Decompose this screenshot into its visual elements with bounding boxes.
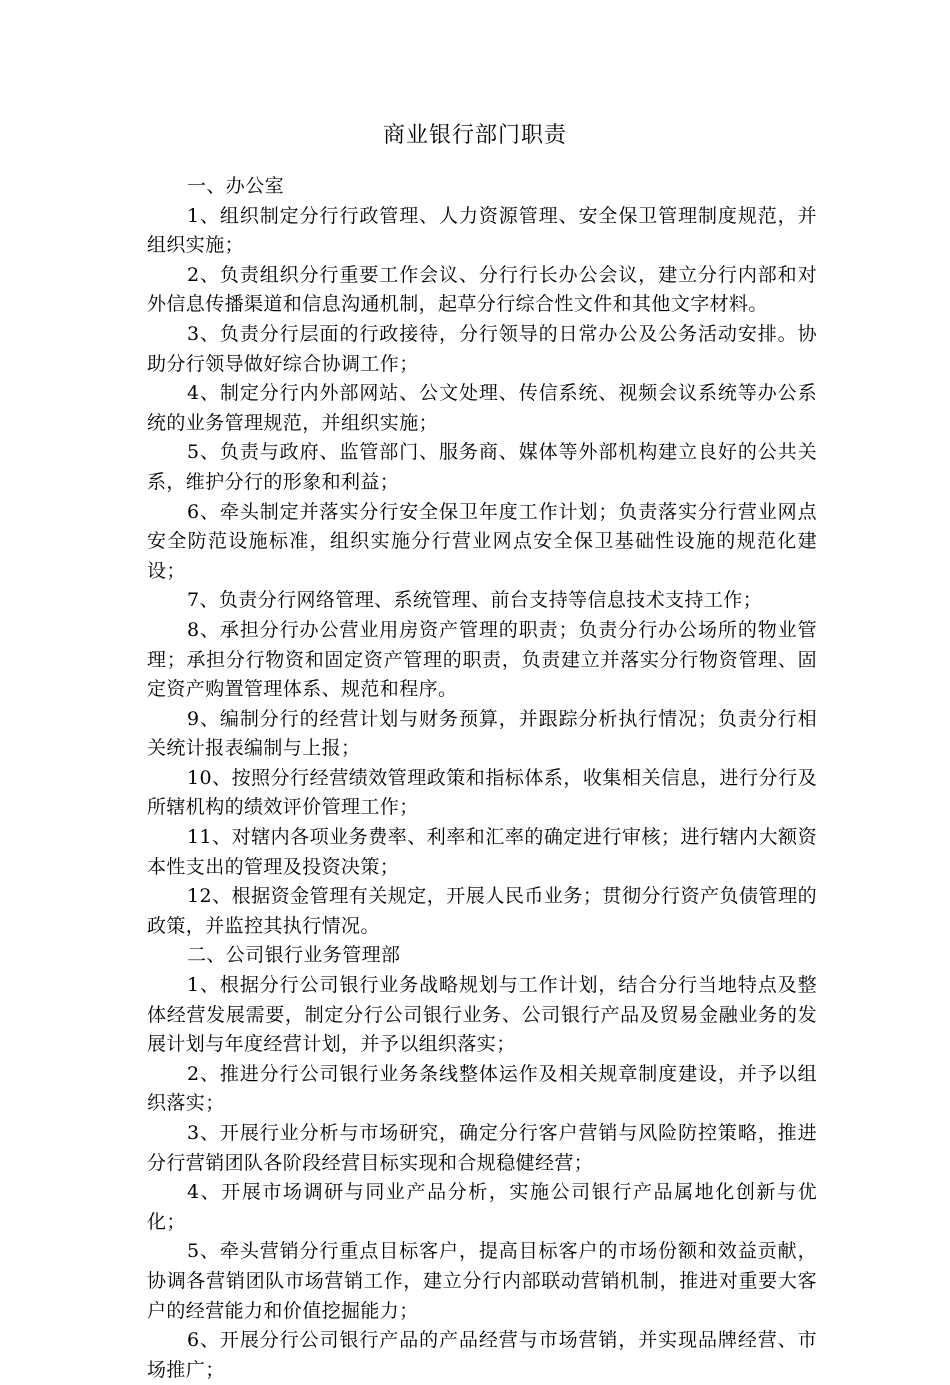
corporate-duty-1: 1、根据分行公司银行业务战略规划与工作计划，结合分行当地特点及整体经营发展需要，制定分行公司银行业务、公司银行产品及贸易金融业务的发展计划与年度经营计划，并予以组织落实； [147,974,817,1056]
section-heading-corporate-banking: 二、公司银行业务管理部 [187,944,401,967]
corporate-duty-5: 5、牵头营销分行重点目标客户，提高目标客户的市场份额和效益贡献，协调各营销团队市场营销工作，建立分行内部联动营销机制，推进对重要大客户的经营能力和价值挖掘能力； [147,1240,817,1322]
corporate-duty-6: 6、开展分行公司银行产品的产品经营与市场营销，并实现品牌经营、市场推广； [147,1329,817,1381]
office-duty-3: 3、负责分行层面的行政接待，分行领导的日常办公及公务活动安排。协助分行领导做好综合协调工作； [147,322,817,375]
office-duty-7: 7、负责分行网络管理、系统管理、前台支持等信息技术支持工作； [187,589,763,612]
corporate-duty-2: 2、推进分行公司银行业务条线整体运作及相关规章制度建设，并予以组织落实； [147,1062,817,1115]
office-duty-5: 5、负责与政府、监管部门、服务商、媒体等外部机构建立良好的公共关系，维护分行的形象和利益； [147,441,817,493]
office-duty-10: 10、按照分行经营绩效管理政策和指标体系，收集相关信息，进行分行及所辖机构的绩效评价管理工作； [147,766,817,819]
corporate-duty-4: 4、开展市场调研与同业产品分析，实施公司银行产品属地化创新与优化； [147,1181,817,1233]
office-duty-12: 12、根据资金管理有关规定，开展人民币业务；贯彻分行资产负债管理的政策，并监控其执行情况。 [147,885,817,937]
section-heading-office: 一、办公室 [187,175,285,197]
office-duty-8: 8、承担分行办公营业用房资产管理的职责；负责分行办公场所的物业管理；承担分行物资和固定资产管理的职责，负责建立并落实分行物资管理、固定资产购置管理体系、规范和程序。 [147,618,817,701]
office-duty-11: 11、对辖内各项业务费率、利率和汇率的确定进行审核；进行辖内大额资本性支出的管理及投资决策； [147,826,817,878]
document-title: 商业银行部门职责 [382,123,567,148]
document-body [147,172,817,1385]
office-duty-2: 2、负责组织分行重要工作会议、分行行长办公会议，建立分行内部和对外信息传播渠道和信息沟通机制，起草分行综合性文件和其他文字材料。 [147,263,817,316]
corporate-duty-3: 3、开展行业分析与市场研究，确定分行客户营销与风险防控策略，推进分行营销团队各阶段经营目标实现和合规稳健经营； [147,1122,817,1174]
office-duty-1: 1、组织制定分行行政管理、人力资源管理、安全保卫管理制度规范，并组织实施； [147,204,817,257]
office-duty-6: 6、牵头制定并落实分行安全保卫年度工作计划；负责落实分行营业网点安全防范设施标准，组织实施分行营业网点安全保卫基础性设施的规范化建设； [147,500,817,582]
office-duty-4: 4、制定分行内外部网站、公文处理、传信系统、视频会议系统等办公系统的业务管理规范，并组织实施； [147,382,817,434]
office-duty-9: 9、编制分行的经营计划与财务预算，并跟踪分析执行情况；负责分行相关统计报表编制与上报； [147,707,817,760]
